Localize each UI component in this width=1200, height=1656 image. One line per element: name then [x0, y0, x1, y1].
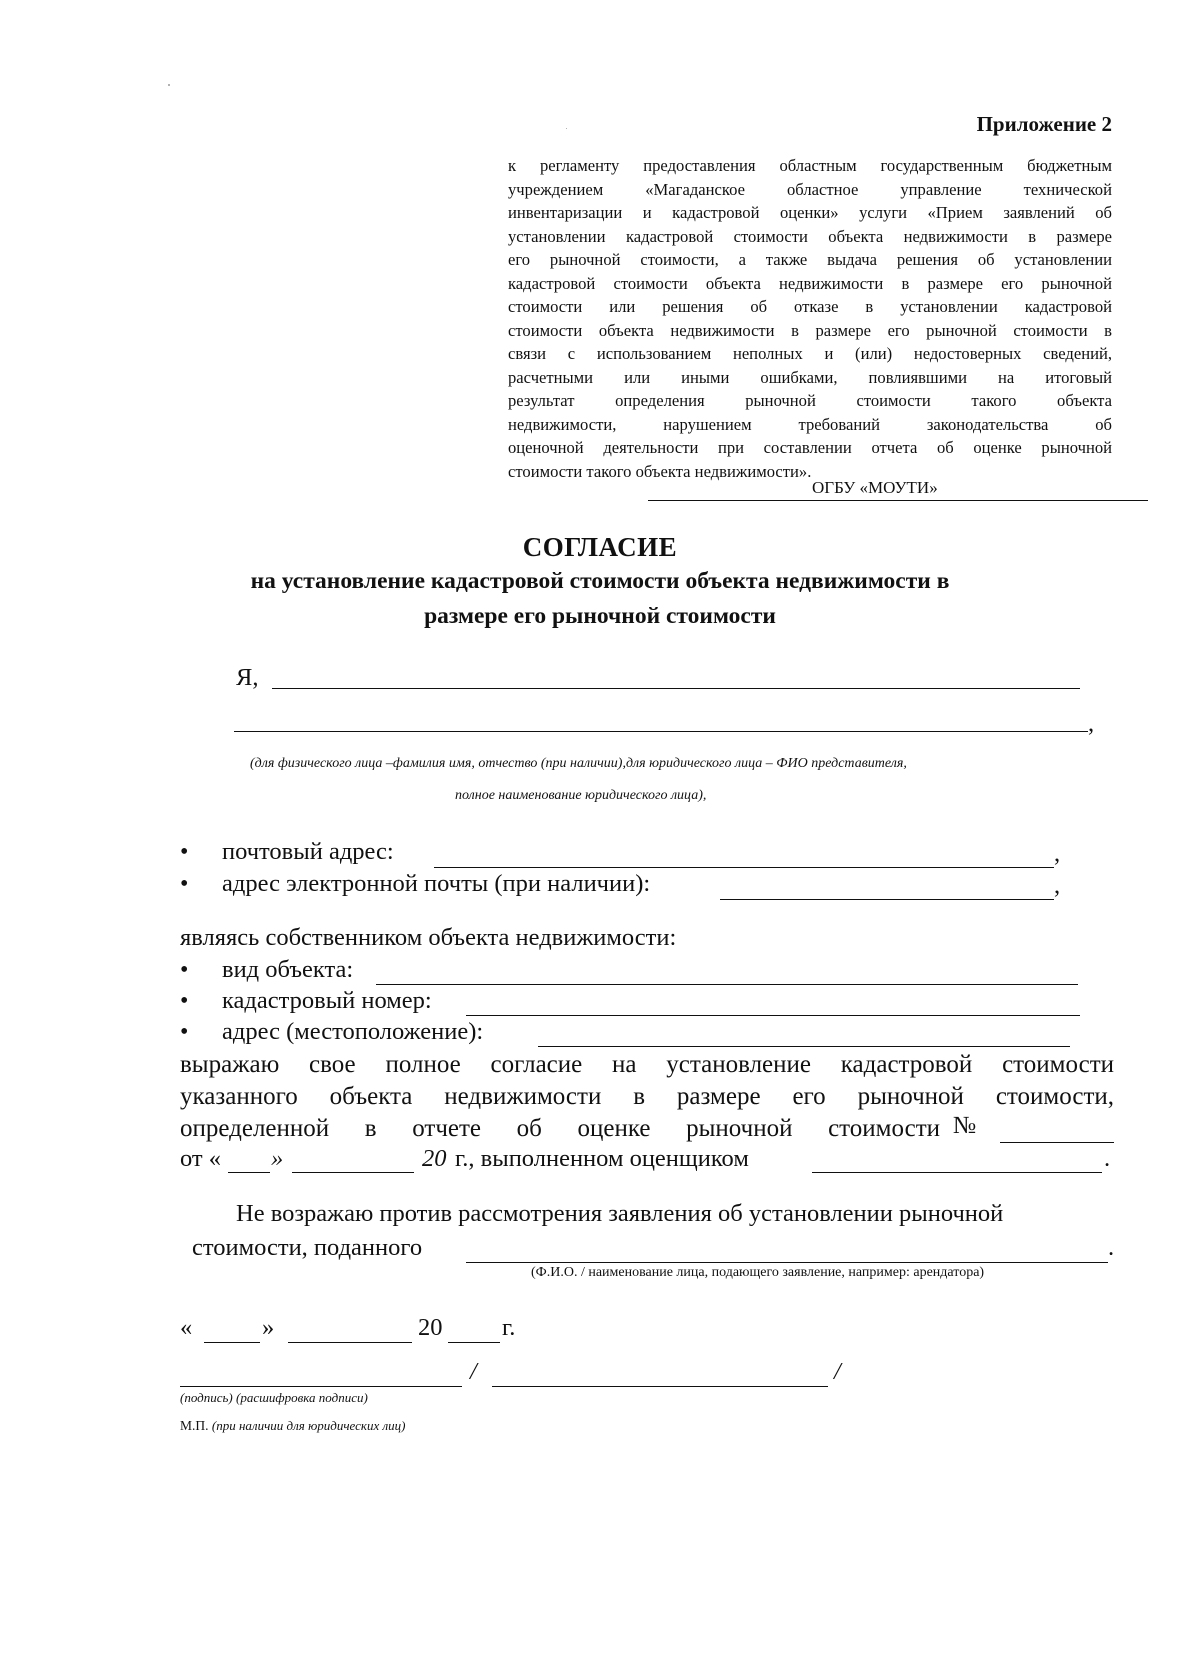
applicant-hint-line2: полное наименование юридического лица), — [455, 788, 707, 803]
appraiser-field[interactable] — [812, 1172, 1102, 1173]
signature-decryption-field[interactable] — [492, 1386, 828, 1387]
document-subtitle-line2: размере его рыночной стоимости — [424, 603, 776, 629]
organization-underline — [648, 500, 1148, 501]
sign-year-field[interactable] — [448, 1342, 500, 1343]
applicant-name-field-continued[interactable] — [234, 731, 1088, 732]
sign-day-field[interactable] — [204, 1342, 260, 1343]
regulation-line: недвижимости, нарушением требований законодательства об — [508, 414, 1112, 434]
consent-line1: выражаю свое полное согласие на установление кадастровой стоимости — [180, 1051, 1114, 1078]
regulation-line: его рыночной стоимости, а также выдача решения об установлении — [508, 250, 1112, 269]
regulation-line: стоимости такого объекта недвижимости». — [508, 461, 812, 481]
stamp-hint: (при наличии для юридических лиц) — [211, 1418, 406, 1433]
cadastral-number-field[interactable] — [466, 1015, 1080, 1016]
email-field[interactable] — [720, 899, 1054, 900]
report-date-from: от « — [180, 1145, 222, 1172]
signature-hint: (подпись) (расшифровка подписи) — [180, 1390, 368, 1405]
regulation-line: стоимости или решения об отказе в установлении кадастровой — [508, 297, 1112, 316]
regulation-line: расчетными или иными ошибками, повлиявшими на итоговый — [508, 367, 1112, 387]
regulation-line: учреждением «Магаданское областное управление технической — [508, 179, 1112, 199]
property-address-label: адрес (местоположение): — [222, 1018, 484, 1045]
regulation-line: результат определения рыночной стоимости такого объекта — [508, 391, 1112, 410]
bullet: • — [180, 957, 189, 983]
submitter-hint: (Ф.И.О. / наименование лица, подающего заявление, например: арендатора) — [531, 1265, 985, 1280]
scan-speck — [168, 84, 170, 86]
bullet: • — [180, 988, 189, 1014]
submitter-period: . — [1108, 1234, 1115, 1261]
regulation-line: связи с использованием неполных и (или) недостоверных сведений, — [508, 344, 1112, 363]
document-subtitle-line1: на установление кадастровой стоимости объекта недвижимости в — [250, 568, 950, 594]
consent-line2: указанного объекта недвижимости в размере его рыночной стоимости, — [180, 1083, 1114, 1110]
regulation-line: инвентаризации и кадастровой оценки» услуги «Прием заявлений об — [508, 203, 1112, 222]
report-day-field[interactable] — [228, 1172, 270, 1173]
report-number-sign: № — [953, 1112, 977, 1139]
report-year-suffix: г., выполненном оценщиком — [455, 1145, 749, 1172]
stamp-prefix: М.П. — [180, 1418, 209, 1433]
sign-month-field[interactable] — [288, 1342, 412, 1343]
consent-line3: определенной в отчете об оценке рыночной стоимости — [180, 1115, 940, 1142]
applicant-name-field[interactable] — [272, 688, 1080, 689]
sign-year-suffix: г. — [502, 1314, 516, 1341]
regulation-line: кадастровой стоимости объекта недвижимости в размере его рыночной — [508, 273, 1112, 293]
report-number-field[interactable] — [1000, 1142, 1114, 1143]
regulation-line: оценочной деятельности при составлении отчета об оценке рыночной — [508, 438, 1112, 457]
appraiser-period: . — [1104, 1145, 1111, 1172]
submitter-field[interactable] — [466, 1262, 1108, 1263]
sign-year-prefix: 20 — [418, 1314, 443, 1341]
appendix-title: Приложение 2 — [976, 112, 1112, 136]
stamp-label — [180, 1418, 406, 1434]
sign-date-close-quote: » — [262, 1314, 275, 1341]
report-day-close: » — [271, 1145, 284, 1172]
applicant-prefix: Я, — [236, 664, 259, 691]
objection-line1: Не возражаю против рассмотрения заявления об установлении рыночной — [236, 1200, 1004, 1227]
bullet: • — [180, 1019, 189, 1045]
email-comma: , — [1054, 872, 1061, 899]
postal-address-field[interactable] — [434, 867, 1054, 868]
report-year-prefix: 20 — [422, 1145, 447, 1172]
bullet: • — [180, 871, 189, 897]
bullet: • — [180, 839, 189, 865]
property-address-field[interactable] — [538, 1046, 1070, 1047]
property-type-label: вид объекта: — [222, 956, 354, 983]
regulation-line: к регламенту предоставления областным государственным бюджетным — [508, 156, 1112, 175]
report-month-field[interactable] — [292, 1172, 414, 1173]
cadastral-number-label: кадастровый номер: — [222, 987, 432, 1014]
sign-date-open-quote: « — [180, 1314, 193, 1341]
applicant-hint-line1: (для физического лица –фамилия имя, отчество (при наличии),для юридического лица – ФИО представителя, — [250, 756, 907, 771]
scan-speck — [566, 128, 567, 129]
document-title: СОГЛАСИЕ — [522, 532, 678, 562]
signature-field[interactable] — [180, 1386, 462, 1387]
signature-slash-end: / — [834, 1358, 841, 1385]
postal-address-label: почтовый адрес: — [222, 838, 394, 865]
signature-slash: / — [470, 1358, 477, 1385]
property-intro: являясь собственником объекта недвижимости: — [180, 924, 677, 951]
objection-line2: стоимости, поданного — [192, 1234, 423, 1261]
organization-name: ОГБУ «МОУТИ» — [812, 478, 938, 497]
email-label: адрес электронной почты (при наличии): — [222, 870, 651, 897]
regulation-line: стоимости объекта недвижимости в размере его рыночной стоимости в — [508, 320, 1112, 340]
property-type-field[interactable] — [376, 984, 1078, 985]
applicant-trailing-comma: , — [1088, 710, 1095, 737]
postal-address-comma: , — [1054, 840, 1061, 867]
regulation-line: установлении кадастровой стоимости объекта недвижимости в размере — [508, 226, 1112, 246]
